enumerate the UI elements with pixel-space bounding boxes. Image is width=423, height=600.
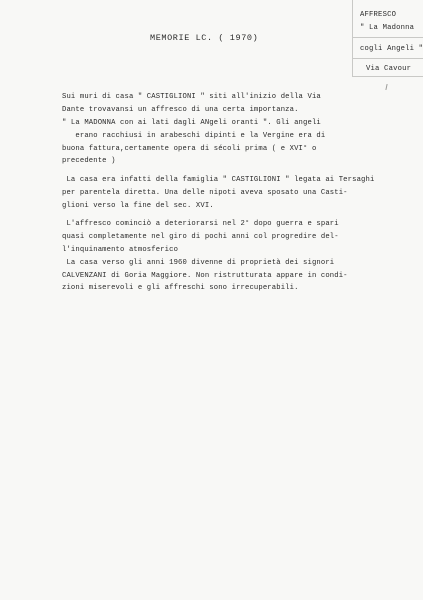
paragraph-1 bbox=[62, 91, 382, 168]
document-title: MEMORIE LC. ( 1970) bbox=[150, 33, 259, 43]
side-note-line-1: AFFRESCO bbox=[360, 11, 397, 19]
text-line: L'affresco cominciò a deteriorarsi nel 2° dopo guerra e spari bbox=[62, 220, 339, 229]
text-line: " La MADONNA con ai lati dagli ANgeli oranti ". Gli angeli bbox=[62, 118, 321, 127]
text-line: buona fattura,certamente opera di sécoli prima ( e XVI° o bbox=[62, 144, 317, 153]
document-body bbox=[62, 91, 382, 295]
side-note-line-2: " La Madonna bbox=[360, 24, 415, 32]
pencil-mark bbox=[385, 84, 387, 90]
text-line: precedente ) bbox=[62, 157, 116, 166]
text-line: quasi completamente nel giro di pochi anni col progredire del- bbox=[62, 232, 339, 241]
side-note-line-3: cogli Angeli " bbox=[360, 45, 423, 53]
text-line: La casa verso gli anni 1960 divenne di proprietà dei signori bbox=[62, 258, 335, 267]
text-line: per parentela diretta. Una delle nipoti aveva sposato una Casti- bbox=[62, 188, 348, 197]
text-line: glioni verso la fine del sec. XVI. bbox=[62, 201, 214, 210]
text-line: l'inquinamento atmosferico bbox=[62, 245, 179, 254]
text-line: La casa era infatti della famiglia " CASTIGLIONI " legata ai Tersaghi bbox=[62, 175, 375, 184]
text-line: CALVENZANI di Goria Maggiore. Non ristrutturata appare in condi- bbox=[62, 271, 348, 280]
side-note-divider bbox=[352, 58, 423, 59]
text-line: zioni miserevoli e gli affreschi sono irrecuperabili. bbox=[62, 284, 299, 293]
text-line: erano racchiusi in arabeschi dipinti e la Vergine era di bbox=[62, 131, 326, 140]
paragraph-2 bbox=[62, 174, 382, 213]
paragraph-4 bbox=[62, 257, 382, 296]
side-note-line-4: Via Cavour bbox=[366, 65, 412, 73]
paragraph-3 bbox=[62, 218, 382, 257]
text-line: Dante trovavansi un affresco di una certa importanza. bbox=[62, 105, 299, 114]
text-line: Sui muri di casa " CASTIGLIONI " siti all'inizio della Via bbox=[62, 93, 321, 101]
side-note-divider bbox=[352, 37, 423, 38]
